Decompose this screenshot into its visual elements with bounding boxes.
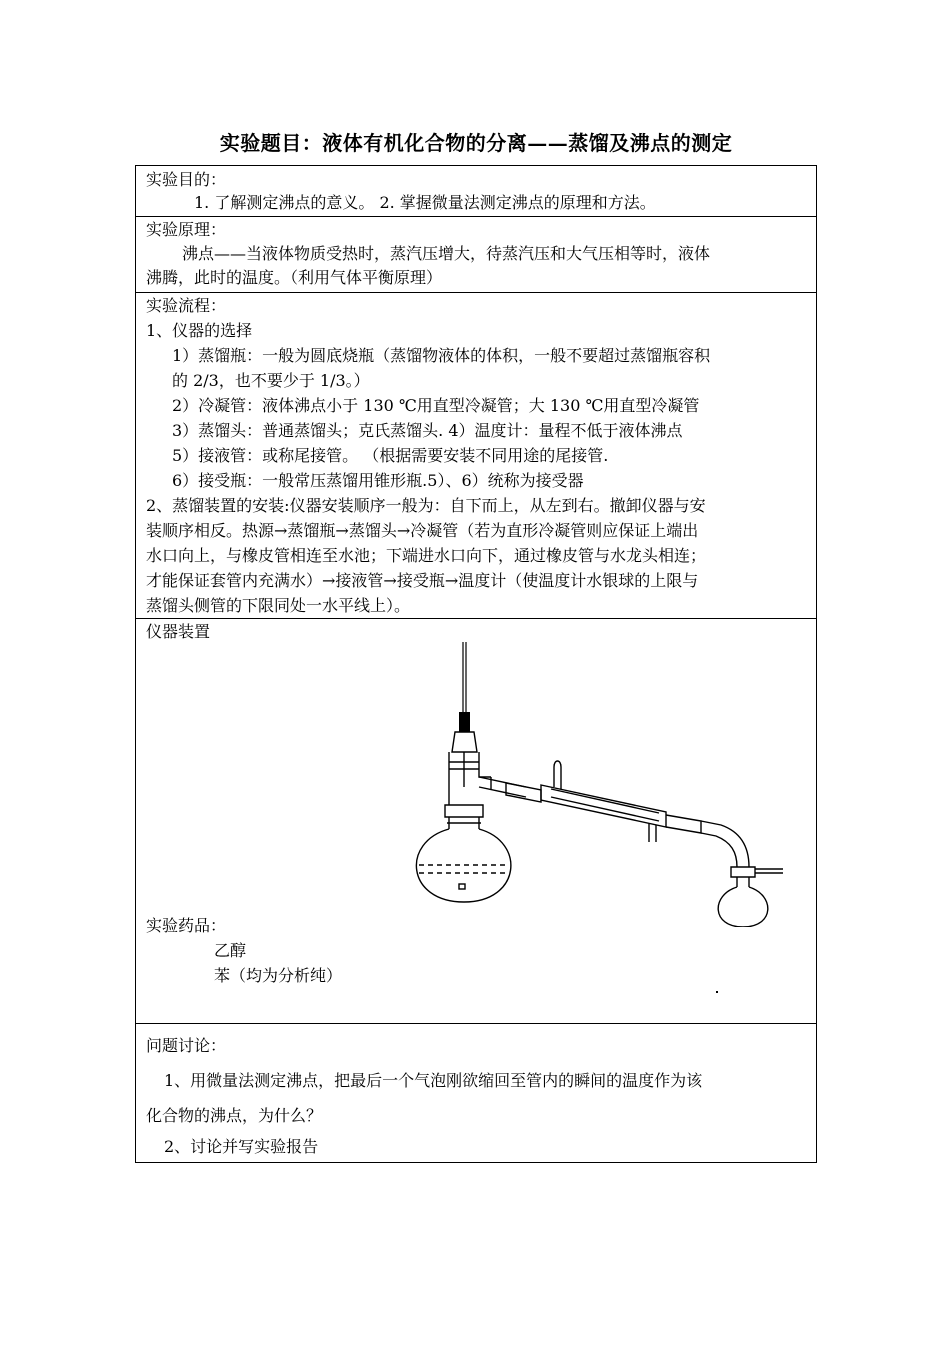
apparatus-section — [136, 619, 816, 1024]
page-title: 实验题目：液体有机化合物的分离——蒸馏及沸点的测定 — [219, 131, 733, 155]
procedure-line: 才能保证套管内充满水）→接液管→接受瓶→温度计（使温度计水银球的上限与 — [146, 571, 699, 590]
reagent-item: 苯（均为分析纯） — [214, 966, 343, 985]
reagents-heading: 实验药品： — [146, 916, 227, 935]
report-table — [135, 165, 817, 1163]
procedure-section — [136, 293, 816, 619]
procedure-line: 蒸馏头侧管的下限同处一水平线上）。 — [146, 596, 411, 615]
procedure-line: 3）蒸馏头：普通蒸馏头；克氏蒸馏头. 4）温度计：量程不低于液体沸点 — [172, 421, 683, 440]
stray-dot — [716, 991, 718, 993]
purpose-line: 1. 了解测定沸点的意义。 2. 掌握微量法测定沸点的原理和方法。 — [194, 193, 656, 212]
procedure-line: 6）接受瓶：一般常压蒸馏用锥形瓶.5）、6）统称为接受器 — [172, 471, 584, 490]
purpose-section — [136, 166, 816, 217]
discussion-line: 2、讨论并写实验报告 — [164, 1137, 319, 1156]
procedure-heading: 实验流程： — [146, 296, 227, 315]
discussion-section — [136, 1024, 816, 1162]
principle-heading: 实验原理： — [146, 220, 227, 239]
principle-line: 沸点——当液体物质受热时，蒸汽压增大，待蒸汽压和大气压相等时，液体 — [182, 244, 711, 263]
distillation-apparatus-illustration — [411, 637, 796, 927]
procedure-line: 水口向上，与橡皮管相连至水池；下端进水口向下，通过橡皮管与水龙头相连； — [146, 546, 707, 565]
procedure-line: 2）冷凝管：液体沸点小于 130 ℃用直型冷凝管；大 130 ℃用直型冷凝管 — [172, 396, 700, 415]
apparatus-heading: 仪器装置 — [146, 622, 211, 641]
procedure-line: 5）接液管：或称尾接管。 （根据需要安装不同用途的尾接管. — [172, 446, 609, 465]
procedure-line: 1）蒸馏瓶：一般为圆底烧瓶（蒸馏物液体的体积，一般不要超过蒸馏瓶容积 — [172, 346, 711, 365]
procedure-line: 2、蒸馏装置的安装:仪器安装顺序一般为：自下而上，从左到右。撤卸仪器与安 — [146, 496, 706, 515]
procedure-line: 1、仪器的选择 — [146, 321, 253, 340]
purpose-heading: 实验目的： — [146, 170, 227, 189]
reagent-item: 乙醇 — [214, 941, 247, 960]
discussion-line: 化合物的沸点，为什么？ — [146, 1106, 323, 1125]
principle-section — [136, 217, 816, 293]
discussion-line: 1、用微量法测定沸点，把最后一个气泡刚欲缩回至管内的瞬间的温度作为该 — [164, 1071, 703, 1090]
procedure-line: 装顺序相反。热源→蒸馏瓶→蒸馏头→冷凝管（若为直形冷凝管则应保证上端出 — [146, 521, 699, 540]
discussion-heading: 问题讨论： — [146, 1036, 227, 1055]
procedure-line: 的 2/3，也不要少于 1/3。） — [172, 371, 370, 390]
principle-line: 沸腾，此时的温度。（利用气体平衡原理） — [146, 268, 443, 287]
